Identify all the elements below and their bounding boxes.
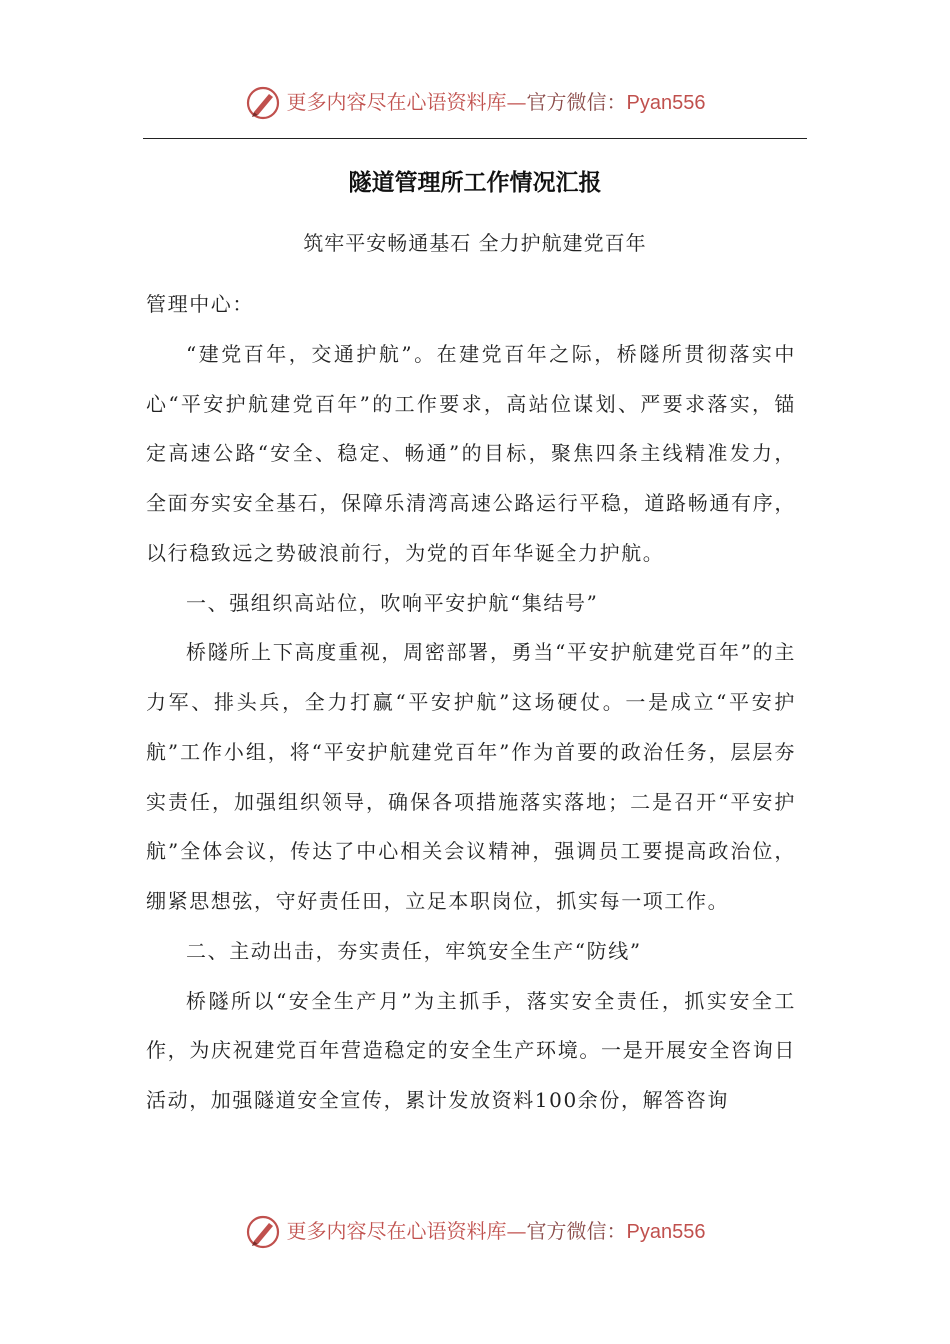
banner-slogan: 更多内容尽在心语资料库 [286,90,507,114]
pen-logo-icon [245,1214,281,1250]
header-divider [143,138,807,139]
paragraph-section-1: 桥隧所上下高度重视，周密部署，勇当“平安护航建党百年”的主力军、排头兵，全力打赢“平安护航”这场硬仗。一是成立“平安护航”工作小组，将“平安护航建党百年”作为首要的政治任务，层层夯实责任，加强组织领导，确保各项措施落实落地；二是召开“平安护航”全体会议，传达了中心相关会议精神，强调员工要提高政治位，绷紧思想弦，守好责任田，立足本职岗位，抓实每一项工作。 [146,640,796,913]
document-title: 隧道管理所工作情况汇报 [348,170,602,196]
footer-banner [0,1213,950,1250]
section-heading-1: 一、强组织高站位，吹响平安护航“集结号” [186,590,599,615]
paragraph-section-2: 桥隧所以“安全生产月”为主抓手，落实安全责任，抓实安全工作，为庆祝建党百年营造稳定的安全生产环境。一是开展安全咨询日活动，加强隧道安全宣传，累计发放资料100余份，解答咨询 [146,988,796,1112]
section-heading-2: 二、主动出击，夯实责任，牢筑安全生产“防线” [186,938,642,963]
paragraph-intro: “建党百年，交通护航”。在建党百年之际，桥隧所贯彻落实中心“平安护航建党百年”的工作要求，高站位谋划、严要求落实，锚定高速公路“安全、稳定、畅通”的目标，聚焦四条主线精准发力，全面夯实安全基石，保障乐清湾高速公路运行平稳，道路畅通有序，以行稳致远之势破浪前行，为党的百年华诞全力护航。 [146,341,796,565]
banner-wechat-id: Pyan556 [626,1221,706,1243]
document-body [146,280,796,1126]
banner-wechat-id: Pyan556 [626,92,706,114]
pen-logo-icon [245,85,281,121]
document-subtitle: 筑牢平安畅通基石 全力护航建党百年 [303,231,647,255]
header-banner [0,84,950,121]
banner-dash: — [506,1219,527,1243]
salutation: 管理中心： [146,292,254,316]
banner-dash: — [506,90,527,114]
banner-wechat-label: 官方微信： [526,1219,627,1243]
banner-wechat-label: 官方微信： [526,90,627,114]
banner-slogan: 更多内容尽在心语资料库 [286,1219,507,1243]
